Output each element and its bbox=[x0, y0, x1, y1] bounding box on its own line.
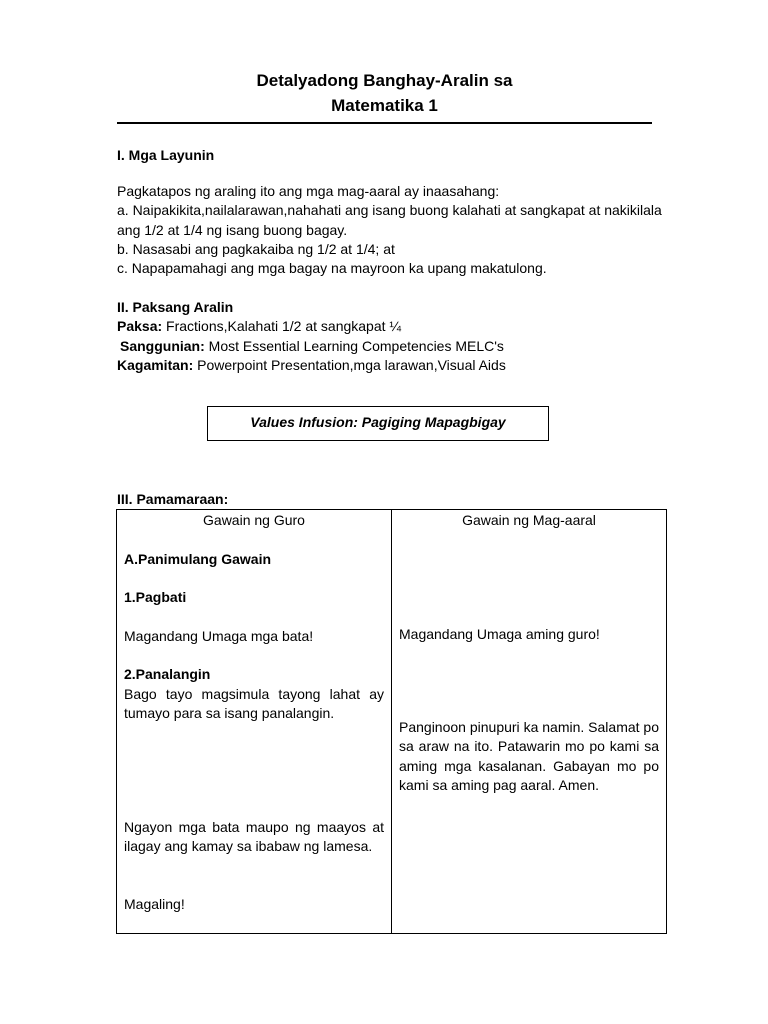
teacher-praise: Magaling! bbox=[124, 896, 185, 912]
title-line-1: Detalyadong Banghay-Aralin sa bbox=[256, 71, 513, 90]
objective-a: a. Naipakikita,nailalarawan,nahahati ang isang buong kalahati at sangkapat at nakikilala ang 1/2 at 1/4 ng isang buong bagay. bbox=[117, 202, 662, 238]
paksa-label: Paksa: bbox=[117, 318, 163, 335]
sanggunian-value: Most Essential Learning Competencies MELC's bbox=[204, 337, 504, 354]
sanggunian-line bbox=[117, 337, 662, 356]
teacher-column bbox=[117, 510, 392, 934]
teacher-greeting: Magandang Umaga mga bata! bbox=[124, 627, 314, 644]
procedure-table bbox=[116, 509, 667, 934]
objective-c: c. Napapamahagi ang mga bagay na mayroon ka upang makatulong. bbox=[117, 260, 547, 277]
section-3-heading: III. Pamamaraan: bbox=[117, 491, 229, 507]
kagamitan-line bbox=[117, 356, 662, 375]
sanggunian-label: Sanggunian: bbox=[120, 337, 205, 354]
part-a-heading: A.Panimulang Gawain bbox=[124, 550, 272, 567]
values-infusion-box: Values Infusion: Pagiging Mapagbigay bbox=[207, 406, 549, 441]
objectives-block bbox=[117, 182, 662, 278]
paksa-line bbox=[117, 317, 662, 336]
table-row bbox=[117, 510, 667, 934]
kagamitan-value: Powerpoint Presentation,mga larawan,Visual Aids bbox=[193, 356, 506, 373]
objectives-intro: Pagkatapos ng araling ito ang mga mag-aaral ay inaasahang: bbox=[117, 183, 500, 199]
title-line-2: Matematika 1 bbox=[331, 96, 438, 115]
prayer-instruction: Bago tayo magsimula tayong lahat ay tumayo para sa isang panalangin. bbox=[124, 685, 384, 721]
student-column bbox=[392, 510, 667, 934]
objective-b: b. Nasasabi ang pagkakaiba ng 1/2 at 1/4; at bbox=[117, 240, 395, 257]
section-2-heading: II. Paksang Aralin bbox=[117, 299, 234, 315]
student-greeting-reply: Magandang Umaga aming guro! bbox=[399, 626, 600, 642]
step-2-heading: 2.Panalangin bbox=[124, 666, 211, 683]
kagamitan-label: Kagamitan: bbox=[117, 356, 194, 373]
subject-matter-block bbox=[117, 298, 662, 375]
title-divider bbox=[117, 122, 652, 124]
student-column-header: Gawain ng Mag-aaral bbox=[462, 512, 596, 528]
teacher-column-header: Gawain ng Guro bbox=[203, 512, 305, 528]
sit-instruction: Ngayon mga bata maupo ng maayos at ilagay ang kamay sa ibabaw ng lamesa. bbox=[124, 819, 384, 855]
step-1-heading: 1.Pagbati bbox=[124, 589, 187, 606]
student-prayer: Panginoon pinupuri ka namin. Salamat po sa araw na ito. Patawarin mo po kami sa aming mga kasalanan. Gabayan mo po kami sa aming pag aaral. Amen. bbox=[399, 719, 659, 793]
paksa-value: Fractions,Kalahati 1/2 at sangkapat ¼ bbox=[162, 318, 402, 335]
section-1-heading: I. Mga Layunin bbox=[117, 147, 215, 163]
document-title bbox=[117, 68, 652, 118]
teacher-activities bbox=[117, 530, 391, 723]
